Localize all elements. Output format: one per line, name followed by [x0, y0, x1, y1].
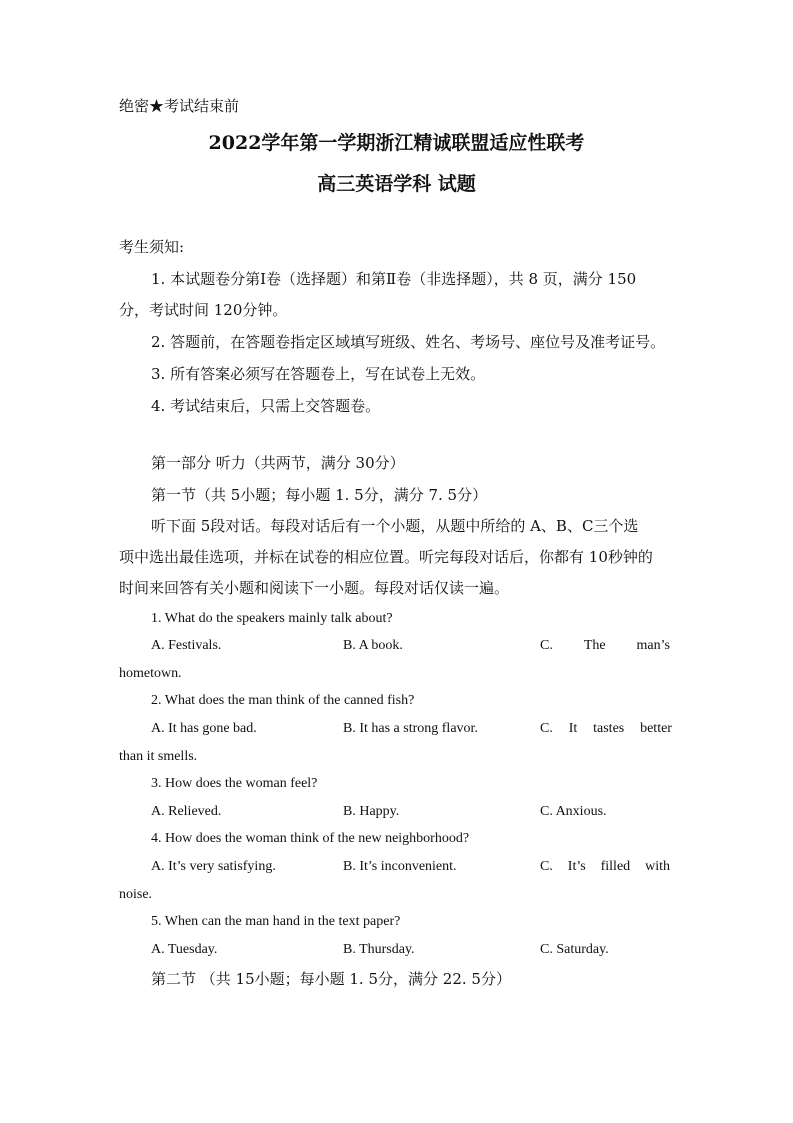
- question-4-option-c-word: filled: [600, 859, 631, 874]
- question-4-option-c-word: It’s: [567, 859, 586, 874]
- confidential-label: 绝密★考试结束前: [119, 97, 240, 115]
- question-2-stem: 2. What does the man think of the canned fish?: [151, 693, 415, 708]
- section2-heading: 第二节 （共 15小题；每小题 1. 5分，满分 22. 5分）: [151, 970, 511, 988]
- question-2-option-c-word: It: [568, 721, 578, 736]
- exam-subtitle: 高三英语学科 试题: [317, 173, 476, 195]
- question-2-option-c-word: tastes: [593, 721, 625, 736]
- question-1-option-c-word: man’s: [636, 638, 670, 653]
- question-2-option-b: B. It has a strong flavor.: [343, 721, 478, 736]
- notice-item-3: 3. 所有答案必须写在答题卷上，写在试卷上无效。: [151, 365, 486, 383]
- question-1-option-a: A. Festivals.: [151, 638, 222, 653]
- question-5-option-c: C. Saturday.: [540, 942, 609, 957]
- notice-item-2: 2. 答题前，在答题卷指定区域填写班级、姓名、考场号、座位号及准考证号。: [151, 333, 666, 351]
- question-1-option-c-word: C.: [540, 638, 553, 653]
- section1-heading: 第一节（共 5小题；每小题 1. 5分，满分 7. 5分）: [151, 486, 488, 504]
- question-3-option-c: C. Anxious.: [540, 804, 607, 819]
- instructions-line-1: 听下面 5段对话。每段对话后有一个小题，从题中所给的 A、B、C三个选: [151, 517, 639, 535]
- instructions-line-3: 时间来回答有关小题和阅读下一小题。每段对话仅读一遍。: [119, 579, 510, 597]
- question-5-option-a: A. Tuesday.: [151, 942, 218, 957]
- question-1-stem: 1. What do the speakers mainly talk about?: [151, 611, 393, 626]
- question-4-option-c-cont: noise.: [119, 887, 153, 902]
- question-5-option-b: B. Thursday.: [343, 942, 415, 957]
- instructions-line-2: 项中选出最佳选项，并标在试卷的相应位置。听完每段对话后，你都有 10秒钟的: [119, 548, 653, 566]
- question-4-option-b: B. It’s inconvenient.: [343, 859, 457, 874]
- question-1-option-b: B. A book.: [343, 638, 403, 653]
- question-2-option-c: [540, 720, 672, 738]
- notice-item-1: 1. 本试题卷分第Ⅰ卷（选择题）和第Ⅱ卷（非选择题），共 8 页，满分 150: [151, 270, 637, 288]
- question-1-option-c-cont: hometown.: [119, 666, 182, 681]
- part1-heading: 第一部分 听力（共两节，满分 30分）: [151, 454, 405, 472]
- notice-item-1-cont: 分，考试时间 120分钟。: [119, 301, 288, 319]
- question-2-option-a: A. It has gone bad.: [151, 721, 257, 736]
- question-1-option-c-word: The: [583, 638, 606, 653]
- question-3-option-a: A. Relieved.: [151, 804, 222, 819]
- question-4-option-c-word: with: [645, 859, 670, 874]
- question-2-option-c-word: better: [640, 721, 672, 736]
- question-1-option-c: [540, 637, 670, 655]
- question-3-option-b: B. Happy.: [343, 804, 400, 819]
- question-4-option-c: [540, 858, 670, 876]
- question-2-option-c-cont: than it smells.: [119, 749, 198, 764]
- notice-item-4: 4. 考试结束后，只需上交答题卷。: [151, 397, 381, 415]
- question-4-stem: 4. How does the woman think of the new neighborhood?: [151, 831, 470, 846]
- exam-title: 2022学年第一学期浙江精诚联盟适应性联考: [208, 132, 585, 154]
- question-2-option-c-word: C.: [540, 721, 553, 736]
- notice-heading: 考生须知:: [119, 238, 185, 256]
- question-3-stem: 3. How does the woman feel?: [151, 776, 318, 791]
- question-4-option-a: A. It’s very satisfying.: [151, 859, 276, 874]
- question-4-option-c-word: C.: [540, 859, 553, 874]
- question-5-stem: 5. When can the man hand in the text paper?: [151, 914, 401, 929]
